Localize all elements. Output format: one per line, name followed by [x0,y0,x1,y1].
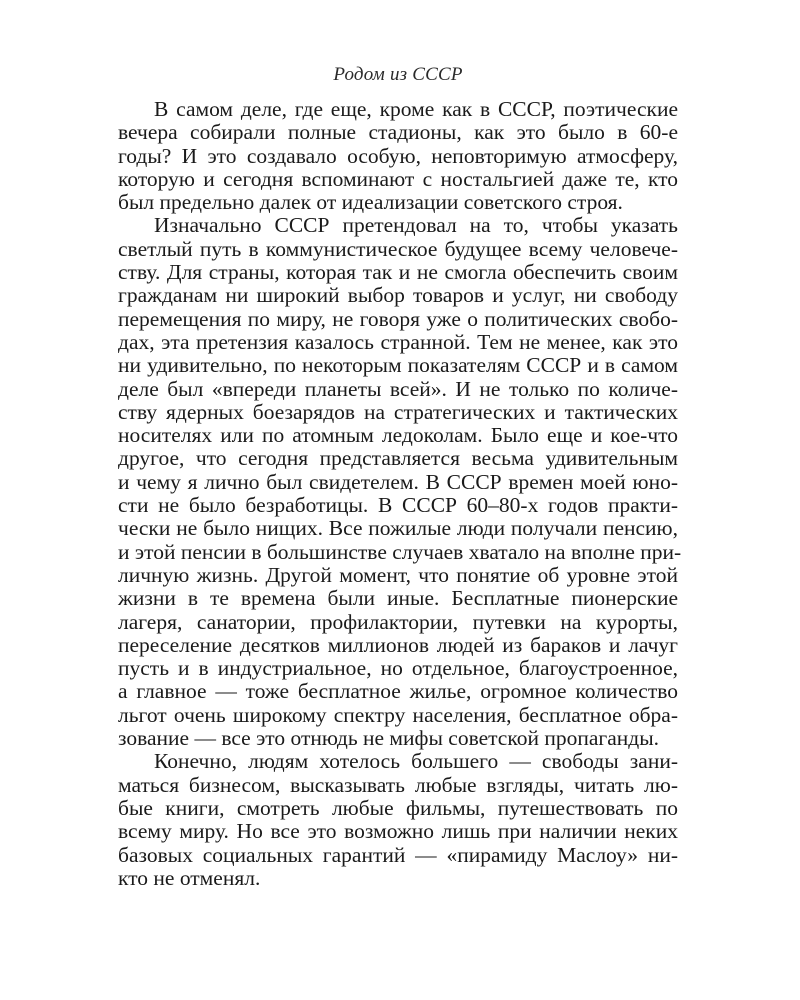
text-line: а главное — тоже бесплатное жилье, огромное количество [118,679,678,704]
text-line: которую и сегодня вспоминают с ностальгией даже те, кто [118,166,678,191]
text-line: ни удивительно, по некоторым показателям СССР и в самом [118,353,678,378]
text-line: пусть и в индустриальное, но отдельное, благоустроенное, [118,656,678,681]
text-line: бые книги, смотреть любые фильмы, путешествовать по [118,795,678,820]
paragraph-1 [118,98,678,214]
text-line: Конечно, людям хотелось большего — свободы зани- [154,749,678,774]
text-line: годы? И это создавало особую, неповторимую атмосферу, [118,143,678,168]
text-line: перемещения по миру, не говоря уже о политических свобо- [118,306,678,331]
text-line: ству ядерных боезарядов на стратегических и тактических [118,399,678,424]
text-line: ству. Для страны, которая так и не смогла обеспечить своим [118,260,678,285]
text-line: лагеря, санатории, профилактории, путевки на курорты, [118,609,678,634]
text-line: носителях или по атомным ледоколам. Было еще и кое-что [118,423,678,448]
text-line: базовых социальных гарантий — «пирамиду Маслоу» ни- [118,842,678,867]
text-line: и этой пенсии в большинстве случаев хватало на вполне при- [118,539,682,564]
text-line: кто не отменял. [118,865,261,890]
text-line: зование — все это отнюдь не мифы советской пропаганды. [118,726,660,751]
text-line: маться бизнесом, высказывать любые взгляды, читать лю- [118,772,678,797]
text-line: светлый путь в коммунистическое будущее всему человече- [118,236,678,261]
running-head: Родом из СССР [333,64,463,85]
text-line: и чему я лично был свидетелем. В СССР времен моей юно- [118,469,678,494]
text-line: Изначально СССР претендовал на то, чтобы указать [154,213,678,238]
text-line: дах, эта претензия казалось странной. Тем не менее, как это [118,329,678,354]
text-line: гражданам ни широкий выбор товаров и услуг, ни свободу [118,283,678,308]
text-line: другое, что сегодня представляется весьма удивительным [118,446,678,471]
text-line: жизни в те времена были иные. Бесплатные пионерские [118,586,678,611]
paragraph-3 [118,750,678,890]
paragraph-2 [118,213,682,751]
text-line: чески не было нищих. Все пожилые люди получали пенсию, [118,516,678,541]
text-line: всему миру. Но все это возможно лишь при наличии неких [118,819,678,844]
text-line: вечера собирали полные стадионы, как это было в 60-е [118,120,678,145]
text-line: В самом деле, где еще, кроме как в СССР, поэтические [154,97,678,121]
text-line: деле был «впереди планеты всей». И не только по количе- [118,376,678,401]
text-line: был предельно далек от идеализации советского строя. [118,190,623,215]
text-line: сти не было безработицы. В СССР 60–80-х годов практи- [118,493,678,518]
text-line: личную жизнь. Другой момент, что понятие об уровне этой [118,562,678,587]
text-line: льгот очень широкому спектру населения, бесплатное обра- [118,702,678,727]
book-page [118,64,682,890]
text-line: переселение десятков миллионов людей из бараков и лачуг [118,632,678,657]
